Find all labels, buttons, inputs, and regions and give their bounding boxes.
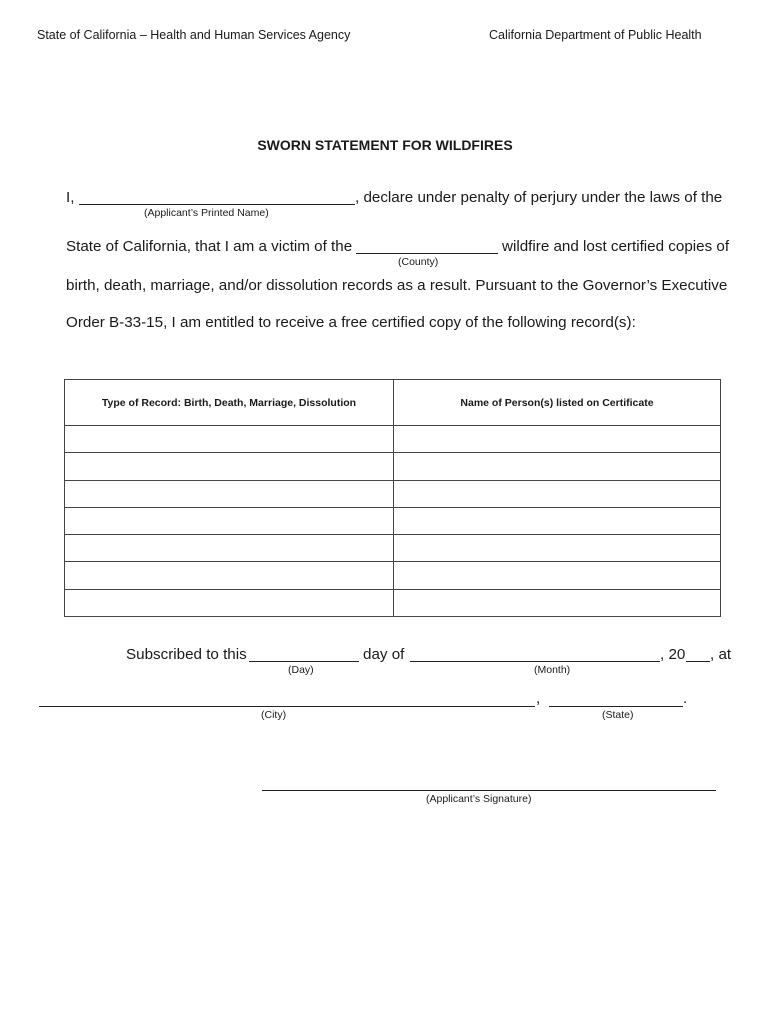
table-row [65, 562, 721, 589]
year-field[interactable] [686, 661, 710, 662]
column-header-person-name: Name of Person(s) listed on Certificate [394, 380, 721, 426]
table-header-row [65, 380, 721, 426]
record-type-cell[interactable] [65, 535, 394, 562]
statement-line1-suffix: , declare under penalty of perjury under the laws of the [355, 189, 723, 206]
record-type-cell[interactable] [65, 426, 394, 453]
county-field[interactable] [356, 253, 498, 254]
record-type-cell[interactable] [65, 507, 394, 534]
statement-line2-prefix: State of California, that I am a victim of the [66, 238, 353, 255]
city-field[interactable] [39, 706, 535, 707]
person-name-cell[interactable] [394, 507, 721, 534]
signature-hint: (Applicant’s Signature) [426, 793, 532, 805]
table-row [65, 453, 721, 480]
day-of-label: day of [363, 646, 405, 663]
table-row [65, 480, 721, 507]
person-name-cell[interactable] [394, 562, 721, 589]
state-hint: (State) [602, 709, 634, 721]
county-hint: (County) [398, 256, 439, 268]
city-state-comma: , [536, 690, 541, 707]
statement-line4: Order B-33-15, I am entitled to receive a free certified copy of the following record(s): [66, 314, 636, 331]
signature-field[interactable] [262, 790, 716, 791]
applicant-name-field[interactable] [79, 204, 355, 205]
table-row [65, 507, 721, 534]
table-row [65, 589, 721, 616]
department-name: California Department of Public Health [489, 28, 702, 42]
person-name-cell[interactable] [394, 453, 721, 480]
state-field[interactable] [549, 706, 683, 707]
person-name-cell[interactable] [394, 535, 721, 562]
at-label: , at [710, 646, 732, 663]
statement-line1-prefix: I, [66, 189, 75, 206]
person-name-cell[interactable] [394, 480, 721, 507]
statement-line3: birth, death, marriage, and/or dissolution records as a result. Pursuant to the Governor’s Executive [66, 277, 728, 294]
column-header-record-type: Type of Record: Birth, Death, Marriage, Dissolution [65, 380, 394, 426]
record-type-cell[interactable] [65, 589, 394, 616]
city-hint: (City) [261, 709, 287, 721]
table-row [65, 535, 721, 562]
agency-name: State of California – Health and Human Services Agency [37, 28, 351, 42]
person-name-cell[interactable] [394, 426, 721, 453]
day-hint: (Day) [288, 664, 314, 676]
month-field[interactable] [410, 661, 660, 662]
year-prefix: , 20 [660, 646, 686, 663]
record-type-cell[interactable] [65, 453, 394, 480]
records-table [64, 379, 721, 617]
person-name-cell[interactable] [394, 589, 721, 616]
record-type-cell[interactable] [65, 562, 394, 589]
statement-line2-suffix: wildfire and lost certified copies of [502, 238, 730, 255]
state-period: . [683, 690, 688, 707]
record-type-cell[interactable] [65, 480, 394, 507]
day-field[interactable] [249, 661, 359, 662]
month-hint: (Month) [534, 664, 571, 676]
subscribed-prefix: Subscribed to this [126, 646, 247, 663]
page-title: SWORN STATEMENT FOR WILDFIRES [257, 137, 513, 153]
applicant-name-hint: (Applicant’s Printed Name) [144, 207, 269, 219]
table-row [65, 426, 721, 453]
